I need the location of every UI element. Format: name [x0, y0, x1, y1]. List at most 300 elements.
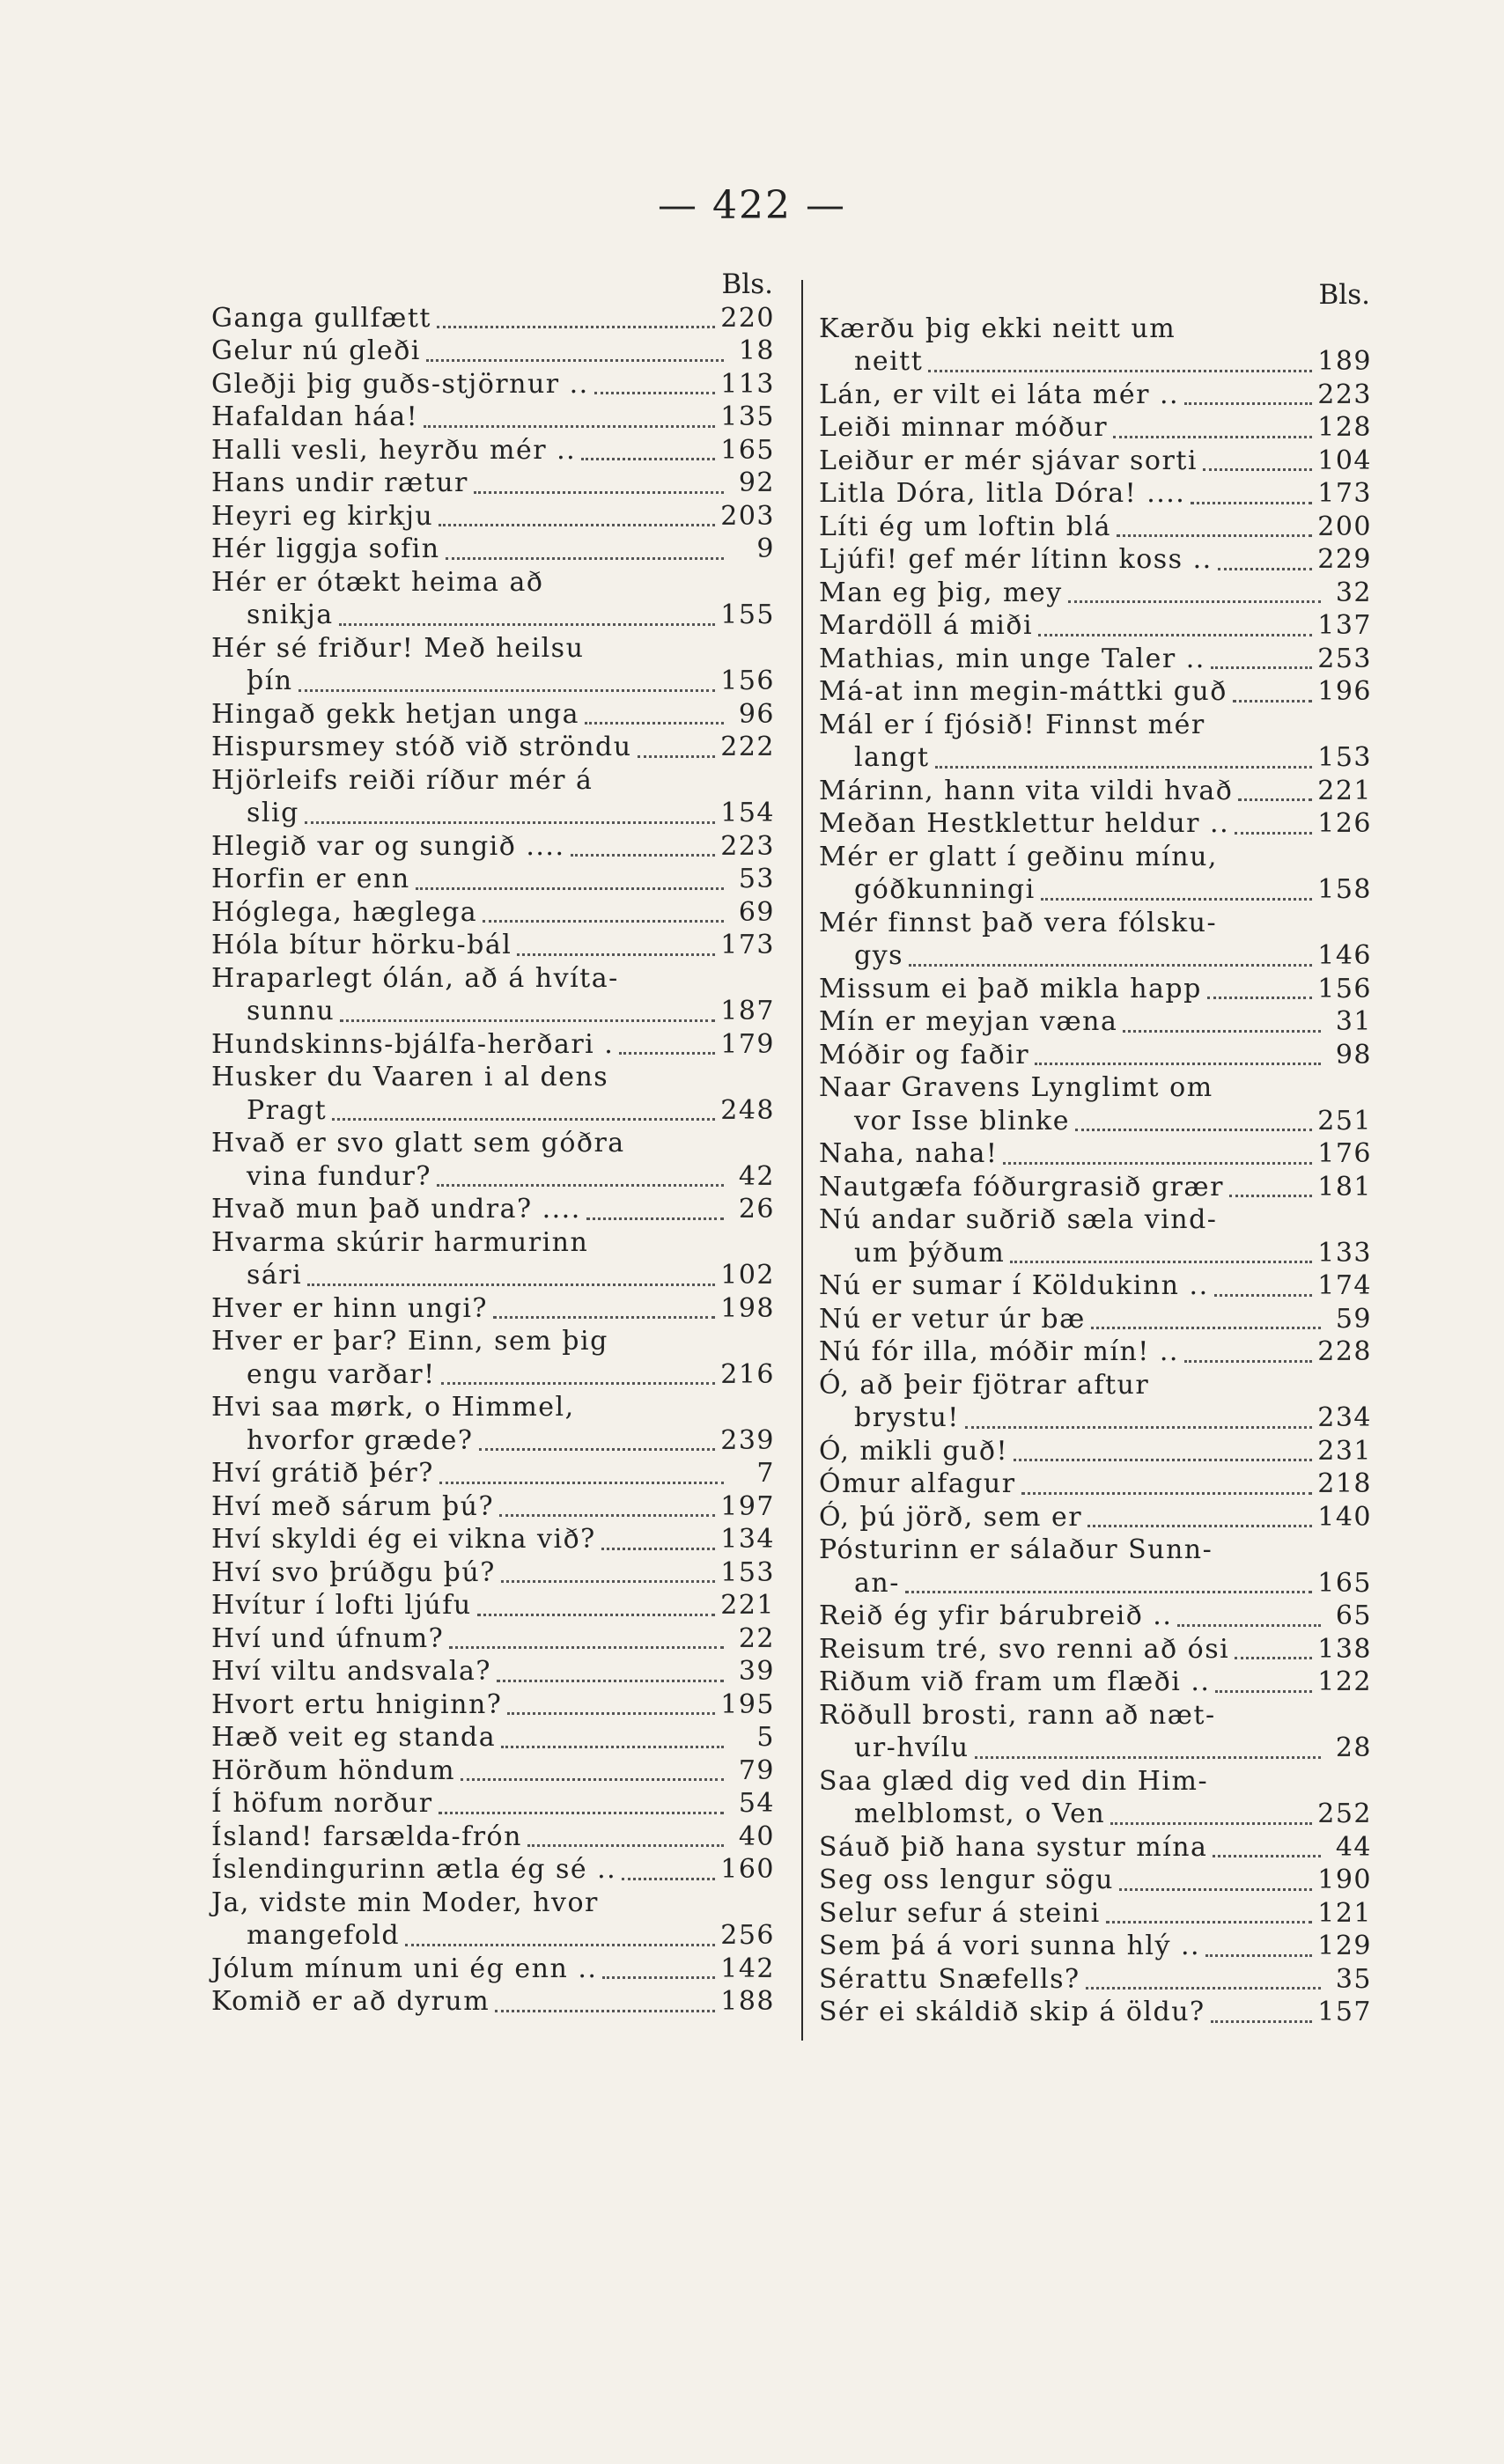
- index-entry: [211, 731, 775, 764]
- index-entry: [819, 445, 1372, 478]
- index-entry: [211, 698, 775, 732]
- dot-leader: [479, 1447, 716, 1451]
- page-ref: 195: [720, 1688, 775, 1720]
- dot-leader: [449, 1645, 724, 1649]
- dot-leader: [1211, 666, 1312, 669]
- entry-line: [211, 1887, 775, 1920]
- index-entry: [211, 1226, 775, 1292]
- dot-leader: [1087, 1524, 1312, 1527]
- entry-title: Missum ei það mikla happ: [819, 973, 1202, 1004]
- entry-title: Leiður er mér sjávar sorti: [819, 445, 1198, 476]
- entry-list: [819, 313, 1372, 2029]
- entry-title: Hraparlegt ólán, að á hvíta-: [211, 962, 619, 994]
- entry-line: [211, 1787, 775, 1820]
- entry-line: [819, 1534, 1372, 1567]
- page-ref: 7: [756, 1458, 775, 1489]
- column-header: Bls.: [1318, 279, 1370, 311]
- dot-leader: [1235, 831, 1312, 835]
- index-entry: [819, 1171, 1372, 1204]
- page-ref: 133: [1317, 1237, 1372, 1269]
- dot-leader: [307, 1283, 715, 1286]
- index-entry: [819, 841, 1372, 907]
- entry-title: melblomst, o Ven: [854, 1798, 1106, 1829]
- right-column: [819, 268, 1372, 2029]
- index-entry: [819, 379, 1372, 412]
- entry-title: Hér er ótækt heima að: [211, 566, 544, 598]
- entry-line: [211, 830, 775, 864]
- entry-title: Hlegið var og sungið ....: [211, 830, 565, 862]
- entry-line: [819, 609, 1372, 643]
- entry-line: [211, 1028, 775, 1062]
- page-ref: 126: [1317, 808, 1372, 839]
- entry-title: Hörðum höndum: [211, 1754, 456, 1786]
- entry-title: Naar Gravens Lynglimt om: [819, 1072, 1213, 1103]
- index-entry: [211, 1820, 775, 1854]
- page-ref: 198: [720, 1292, 775, 1324]
- index-entry: [211, 1887, 775, 1953]
- entry-line: [819, 445, 1372, 478]
- index-entry: [819, 1633, 1372, 1666]
- entry-title: Husker du Vaaren i al dens: [211, 1062, 609, 1092]
- entry-title: Saa glæd dig ved din Him-: [819, 1765, 1209, 1797]
- page-ref: 40: [738, 1820, 775, 1852]
- entry-title: brystu!: [854, 1402, 960, 1433]
- index-entry: [819, 1005, 1372, 1039]
- dot-leader: [1191, 501, 1312, 504]
- entry-line: [819, 1567, 1372, 1600]
- dot-leader: [935, 765, 1313, 769]
- dot-leader: [581, 457, 715, 460]
- entry-title: Ljúfi! gef mér lítinn koss ..: [819, 544, 1213, 575]
- entry-line: [211, 1820, 775, 1854]
- page-ref: 234: [1317, 1402, 1372, 1433]
- page-ref: 137: [1317, 610, 1372, 641]
- entry-line: [819, 1369, 1372, 1402]
- page-ref: 142: [720, 1953, 775, 1984]
- dot-leader: [1068, 599, 1321, 603]
- entry-line: [211, 962, 775, 996]
- index-entry: [819, 511, 1372, 544]
- dot-leader: [461, 1777, 724, 1781]
- dot-leader: [493, 1315, 715, 1319]
- index-entry: [819, 807, 1372, 841]
- page-ref: 228: [1317, 1336, 1372, 1367]
- index-entry: [819, 1435, 1372, 1468]
- entry-line: [819, 1930, 1372, 1963]
- entry-title: an-: [854, 1567, 900, 1599]
- index-entry: [211, 1127, 775, 1193]
- entry-title: hvorfor græde?: [247, 1424, 474, 1456]
- entry-title: Sáuð þið hana systur mína: [819, 1831, 1208, 1863]
- index-entry: [819, 543, 1372, 577]
- page-ref: 135: [720, 401, 775, 432]
- entry-title: Naha, naha!: [819, 1138, 999, 1169]
- dot-leader: [339, 622, 716, 626]
- page-ref: 174: [1317, 1270, 1372, 1301]
- entry-title: Ó, að þeir fjötrar aftur: [819, 1369, 1150, 1401]
- entry-title: vina fundur?: [247, 1160, 431, 1192]
- page-ref: 220: [720, 302, 775, 334]
- index-entry: [819, 775, 1372, 808]
- index-entry: [819, 477, 1372, 511]
- page-ref: 122: [1317, 1666, 1372, 1697]
- dot-leader: [1003, 1161, 1312, 1165]
- entry-line: [819, 1600, 1372, 1633]
- entry-line: [211, 533, 775, 566]
- entry-line: [211, 1655, 775, 1688]
- index-entry: [819, 1203, 1372, 1269]
- entry-line: [211, 929, 775, 962]
- index-entry: [819, 1269, 1372, 1303]
- dot-leader: [439, 1481, 724, 1484]
- page-ref: 165: [1317, 1567, 1372, 1599]
- dot-leader: [1214, 1293, 1313, 1297]
- page-ref: 113: [720, 368, 775, 400]
- entry-line: [211, 995, 775, 1028]
- dot-leader: [1238, 798, 1312, 801]
- entry-title: sári: [247, 1260, 303, 1291]
- index-entry: [819, 973, 1372, 1006]
- page-ref: 32: [1335, 577, 1372, 608]
- entry-title: Nú fór illa, móðir mín! ..: [819, 1336, 1179, 1367]
- index-entry: [819, 1963, 1372, 1997]
- entry-title: Halli vesli, heyrðu mér ..: [211, 434, 577, 466]
- dot-leader: [439, 523, 715, 526]
- page-ref: 251: [1317, 1105, 1372, 1136]
- entry-title: Mardöll á miði: [819, 610, 1034, 641]
- entry-line: [211, 1259, 775, 1292]
- page-ref: 248: [720, 1094, 775, 1126]
- entry-line: [211, 1457, 775, 1490]
- page-ref: 157: [1317, 1997, 1372, 2027]
- entry-line: [819, 1501, 1372, 1534]
- index-entry: [211, 335, 775, 368]
- dot-leader: [594, 391, 716, 394]
- dot-leader: [1207, 996, 1312, 999]
- dot-leader: [1184, 401, 1312, 405]
- page-ref: 53: [738, 864, 775, 894]
- entry-title: Lán, er vilt ei láta mér ..: [819, 379, 1180, 410]
- index-entry: [819, 709, 1372, 775]
- dot-leader: [1035, 1062, 1321, 1065]
- entry-line: [819, 1633, 1372, 1666]
- entry-line: [819, 313, 1372, 346]
- entry-line: [819, 1831, 1372, 1865]
- dot-leader: [495, 2009, 715, 2012]
- dot-leader: [474, 490, 724, 494]
- page-ref: 146: [1317, 940, 1372, 971]
- index-entry: [211, 1985, 775, 2019]
- dot-leader: [602, 1975, 715, 1979]
- entry-title: Hóglega, hæglega: [211, 896, 478, 928]
- dot-leader: [1010, 1260, 1312, 1263]
- page-ref: 153: [720, 1556, 775, 1588]
- page-ref: 160: [720, 1854, 775, 1885]
- entry-line: [211, 1754, 775, 1788]
- entry-title: Sem þá á vori sunna hlý ..: [819, 1931, 1201, 1961]
- entry-line: [211, 1325, 775, 1358]
- entry-title: Reið ég yfir bárubreið ..: [819, 1600, 1173, 1631]
- entry-line: [211, 1953, 775, 1986]
- entry-line: [211, 632, 775, 666]
- dot-leader: [1021, 1491, 1313, 1495]
- entry-line: [819, 345, 1372, 379]
- entry-line: [211, 500, 775, 533]
- entry-title: Mér er glatt í geðinu mínu,: [819, 841, 1218, 872]
- dot-leader: [1233, 699, 1312, 702]
- entry-title: sunnu: [247, 996, 335, 1026]
- dot-leader: [437, 1183, 724, 1187]
- entry-line: [819, 1401, 1372, 1435]
- page-ref: 197: [720, 1490, 775, 1522]
- entry-title: Pragt: [247, 1094, 328, 1126]
- index-entry: [819, 907, 1372, 973]
- dot-leader: [1086, 1986, 1321, 1990]
- entry-line: [819, 1699, 1372, 1732]
- page-ref: 252: [1317, 1798, 1372, 1829]
- entry-line: [819, 1039, 1372, 1072]
- entry-title: langt: [854, 742, 930, 773]
- entry-title: Nú andar suðrið sæla vind-: [819, 1204, 1218, 1235]
- entry-line: [819, 775, 1372, 808]
- entry-line: [211, 1226, 775, 1260]
- page-ref: 200: [1317, 511, 1372, 542]
- index-entry: [819, 1600, 1372, 1633]
- entry-line: [211, 467, 775, 500]
- page-ref: 92: [738, 467, 775, 498]
- page-ref: 221: [720, 1590, 775, 1621]
- entry-title: Líti ég um loftin blá: [819, 511, 1111, 542]
- entry-line: [819, 1237, 1372, 1270]
- entry-line: [211, 599, 775, 632]
- index-entry: [819, 1831, 1372, 1865]
- entry-line: [211, 1985, 775, 2019]
- entry-line: [211, 1853, 775, 1887]
- entry-line: [819, 841, 1372, 874]
- index-entry: [819, 609, 1372, 643]
- entry-line: [211, 1688, 775, 1722]
- index-entry: [819, 1699, 1372, 1765]
- index-entry: [211, 1655, 775, 1688]
- entry-line: [211, 1622, 775, 1656]
- index-entry: [211, 1622, 775, 1656]
- index-entry: [211, 1325, 775, 1391]
- page-ref: 138: [1317, 1633, 1372, 1665]
- entry-title: Hvað mun það undra? ....: [211, 1194, 581, 1225]
- entry-title: um þýðum: [854, 1237, 1006, 1269]
- page-ref: 218: [1317, 1468, 1372, 1499]
- index-entry: [819, 1303, 1372, 1336]
- entry-title: Litla Dóra, litla Dóra! ....: [819, 478, 1186, 509]
- dot-leader: [305, 820, 715, 824]
- entry-title: Komið er að dyrum: [211, 1986, 490, 2017]
- dot-leader: [601, 1547, 716, 1550]
- page-ref: 216: [720, 1358, 775, 1390]
- entry-title: Selur sefur á steini: [819, 1897, 1101, 1929]
- page-ref: 59: [1335, 1303, 1372, 1335]
- entry-line: [819, 577, 1372, 610]
- dot-leader: [585, 721, 724, 724]
- entry-title: Márinn, hann vita vildi hvað: [819, 775, 1234, 806]
- dot-leader: [517, 953, 715, 956]
- entry-title: Hingað gekk hetjan unga: [211, 698, 580, 730]
- index-entry: [819, 1930, 1372, 1963]
- entry-line: [211, 368, 775, 401]
- page-ref: 54: [738, 1788, 775, 1819]
- dot-leader: [1203, 467, 1312, 471]
- page-ref: 65: [1335, 1600, 1372, 1631]
- page-ref: 256: [720, 1920, 775, 1951]
- left-column: [211, 268, 775, 2019]
- entry-line: [819, 379, 1372, 412]
- dot-leader: [1110, 1821, 1312, 1825]
- index-entry: [211, 1953, 775, 1986]
- entry-title: Hispursmey stóð við ströndu: [211, 732, 632, 762]
- entry-line: [819, 1137, 1372, 1171]
- entry-line: [211, 1358, 775, 1392]
- page-ref: 154: [720, 798, 775, 828]
- entry-line: [211, 797, 775, 830]
- index-entry: [819, 675, 1372, 709]
- page-ref: 179: [720, 1028, 775, 1060]
- dot-leader: [1119, 1887, 1312, 1891]
- index-entry: [819, 1369, 1372, 1435]
- entry-title: engu varðar!: [247, 1358, 436, 1390]
- index-entry: [819, 577, 1372, 610]
- dot-leader: [497, 1679, 724, 1682]
- page-ref: 156: [720, 666, 775, 696]
- dot-leader: [1215, 1689, 1312, 1693]
- entry-title: Í höfum norður: [211, 1788, 433, 1819]
- entry-title: Ó, þú jörð, sem er: [819, 1501, 1083, 1533]
- entry-line: [211, 1127, 775, 1160]
- page-ref: 155: [720, 599, 775, 630]
- index-entry: [819, 1765, 1372, 1831]
- dot-leader: [527, 1843, 724, 1847]
- entry-line: [211, 1556, 775, 1590]
- dot-leader: [638, 754, 716, 758]
- page-ref: 121: [1317, 1897, 1372, 1929]
- entry-title: neitt: [854, 346, 924, 377]
- index-entry: [819, 1071, 1372, 1137]
- page-ref: 128: [1317, 412, 1372, 443]
- entry-line: [211, 896, 775, 930]
- dot-leader: [437, 325, 715, 328]
- page-ref: 190: [1317, 1865, 1372, 1895]
- dot-leader: [1211, 2019, 1313, 2023]
- index-entry: [211, 896, 775, 930]
- entry-title: Gleðji þig guðs-stjörnur ..: [211, 368, 589, 400]
- page-ref: 165: [720, 434, 775, 466]
- entry-title: Heyri eg kirkju: [211, 500, 434, 532]
- entry-title: Nú er vetur úr bæ: [819, 1303, 1086, 1335]
- dot-leader: [1218, 567, 1313, 570]
- index-entry: [211, 1556, 775, 1590]
- page-ref: 31: [1335, 1006, 1372, 1037]
- entry-title: Mathias, min unge Taler ..: [819, 643, 1205, 674]
- index-entry: [211, 1490, 775, 1524]
- entry-title: Mál er í fjósið! Finnst mér: [819, 709, 1205, 740]
- entry-line: [819, 807, 1372, 841]
- index-entry: [211, 1853, 775, 1887]
- entry-line: [819, 543, 1372, 577]
- entry-line: [819, 511, 1372, 544]
- index-entry: [819, 1996, 1372, 2029]
- index-entry: [211, 1061, 775, 1127]
- page-ref: 42: [738, 1160, 775, 1192]
- index-entry: [819, 313, 1372, 379]
- page-ref: 221: [1317, 775, 1372, 806]
- entry-line: [211, 764, 775, 798]
- entry-line: [819, 1467, 1372, 1501]
- entry-title: Hví grátið þér?: [211, 1458, 434, 1489]
- entry-title: Reisum tré, svo renni að ósi: [819, 1633, 1230, 1665]
- page-ref: 223: [720, 830, 775, 862]
- entry-title: góðkunningi: [854, 874, 1036, 905]
- entry-line: [211, 1424, 775, 1458]
- entry-line: [211, 698, 775, 732]
- page-ref: 187: [720, 996, 775, 1026]
- entry-line: [211, 401, 775, 434]
- dot-leader: [586, 1217, 724, 1220]
- page-ref: 104: [1317, 445, 1372, 476]
- entry-title: Hvarma skúrir harmurinn: [211, 1226, 589, 1258]
- page-ref: 96: [738, 698, 775, 730]
- index-entry: [819, 643, 1372, 676]
- entry-title: Ganga gullfætt: [211, 302, 431, 334]
- page-ref: 229: [1317, 544, 1372, 575]
- entry-line: [819, 1005, 1372, 1039]
- entry-title: Kærðu þig ekki neitt um: [819, 313, 1176, 344]
- page-ref: 39: [738, 1656, 775, 1687]
- dot-leader: [1213, 1854, 1321, 1857]
- index-entry: [211, 830, 775, 864]
- index-entry: [211, 1688, 775, 1722]
- page-ref: 22: [738, 1622, 775, 1654]
- entry-title: Hafaldan háa!: [211, 401, 419, 432]
- entry-title: ur-hvílu: [854, 1732, 969, 1763]
- index-entry: [211, 962, 775, 1028]
- entry-line: [211, 731, 775, 764]
- column-header: Bls.: [721, 268, 773, 300]
- column-divider: [801, 280, 803, 2041]
- page-ref: 44: [1335, 1831, 1372, 1863]
- dot-leader: [622, 1877, 715, 1880]
- entry-title: gys: [854, 940, 904, 971]
- dot-leader: [1205, 1953, 1312, 1957]
- page-ref: 69: [738, 896, 775, 928]
- entry-title: vor Isse blinke: [854, 1105, 1070, 1136]
- entry-title: Horfin er enn: [211, 864, 410, 894]
- index-entry: [211, 1028, 775, 1062]
- page-ref: 18: [738, 335, 775, 366]
- entry-list: [211, 302, 775, 2019]
- page-ref: 134: [720, 1524, 775, 1555]
- entry-line: [819, 741, 1372, 775]
- page-ref: 5: [756, 1722, 775, 1753]
- entry-title: Hér sé friður! Með heilsu: [211, 632, 585, 664]
- page-ref: 189: [1317, 346, 1372, 377]
- page-number: — 422 —: [658, 183, 846, 228]
- dot-leader: [1235, 1656, 1312, 1659]
- entry-line: [819, 907, 1372, 940]
- index-entry: [819, 1467, 1372, 1501]
- dot-leader: [1091, 1326, 1321, 1329]
- index-entry: [819, 1501, 1372, 1534]
- entry-line: [211, 1919, 775, 1953]
- entry-line: [211, 1589, 775, 1622]
- entry-title: mangefold: [247, 1920, 401, 1951]
